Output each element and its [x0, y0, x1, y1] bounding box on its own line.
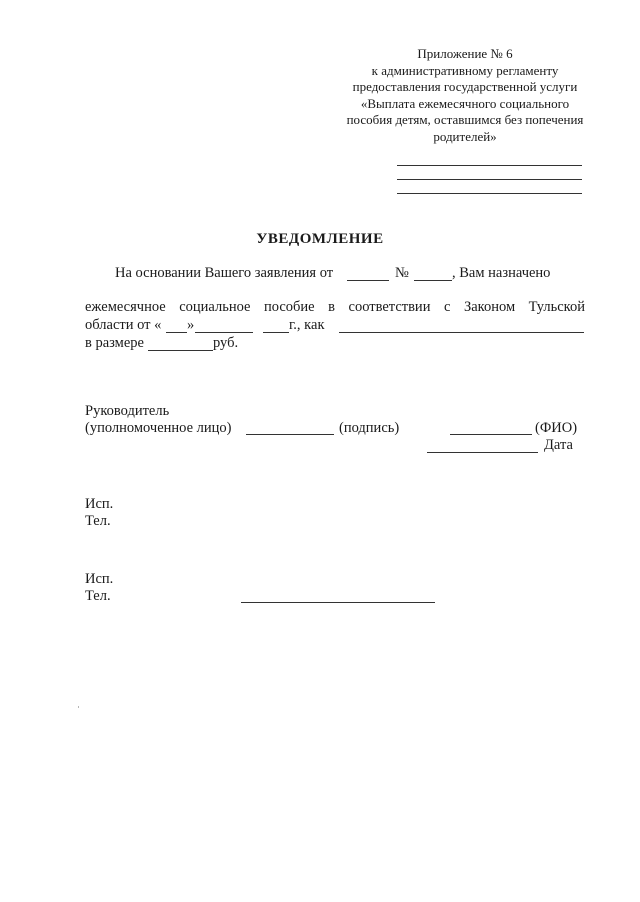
- signature-field[interactable]: [246, 434, 334, 435]
- application-number-field[interactable]: [414, 280, 452, 281]
- application-date-field[interactable]: [347, 280, 389, 281]
- appendix-line-6: родителей»: [433, 128, 497, 144]
- law-year-field[interactable]: [263, 332, 289, 333]
- appendix-line-2: к административному регламенту: [371, 62, 559, 78]
- signatory-role: Руководитель: [85, 403, 170, 419]
- paragraph-line-2-prefix: области от «: [85, 317, 162, 333]
- signature-caption: (подпись): [339, 420, 400, 436]
- law-month-field[interactable]: [195, 332, 253, 333]
- appendix-line-3: предоставления государственной услуги: [352, 79, 578, 94]
- paragraph-line-1: ежемесячное социальное пособие в соответствии с Законом Тульской: [85, 299, 585, 315]
- recipient-category-field[interactable]: [339, 332, 584, 333]
- paragraph-line-2-year: г., как: [289, 317, 325, 333]
- full-name-caption: (ФИО): [535, 420, 578, 436]
- amount-field[interactable]: [148, 350, 213, 351]
- date-caption: Дата: [544, 437, 573, 453]
- appendix-header: [330, 46, 600, 145]
- appendix-line-1: Приложение № 6: [417, 46, 513, 61]
- addressee-line-1[interactable]: [397, 165, 582, 166]
- addressee-line-3[interactable]: [397, 193, 582, 194]
- executor-1-phone: Тел.: [85, 513, 111, 529]
- executor-1-performer: Исп.: [85, 496, 114, 512]
- executor-2-performer: Исп.: [85, 571, 114, 587]
- intro-prefix: На основании Вашего заявления от: [115, 265, 334, 281]
- appendix-line-4: «Выплата ежемесячного социального: [360, 95, 570, 111]
- intro-suffix: , Вам назначено: [452, 265, 551, 281]
- full-name-field[interactable]: [450, 434, 532, 435]
- document-title: УВЕДОМЛЕНИЕ: [256, 231, 384, 247]
- appendix-line-5: пособия детям, оставшимся без попечения: [346, 112, 584, 127]
- number-sign: №: [395, 265, 409, 281]
- paragraph-line-3-suffix: руб.: [213, 335, 239, 351]
- addressee-line-2[interactable]: [397, 179, 582, 180]
- signatory-role-sub: (уполномоченное лицо): [85, 420, 232, 436]
- paragraph-line-3-prefix: в размере: [85, 335, 144, 351]
- date-field[interactable]: [427, 452, 538, 453]
- executor-2-phone: Тел.: [85, 588, 111, 604]
- paragraph-line-2-quote-close: »: [187, 317, 195, 333]
- law-day-field[interactable]: [166, 332, 187, 333]
- scan-speck: [78, 706, 79, 708]
- executor-2-line[interactable]: [241, 602, 435, 603]
